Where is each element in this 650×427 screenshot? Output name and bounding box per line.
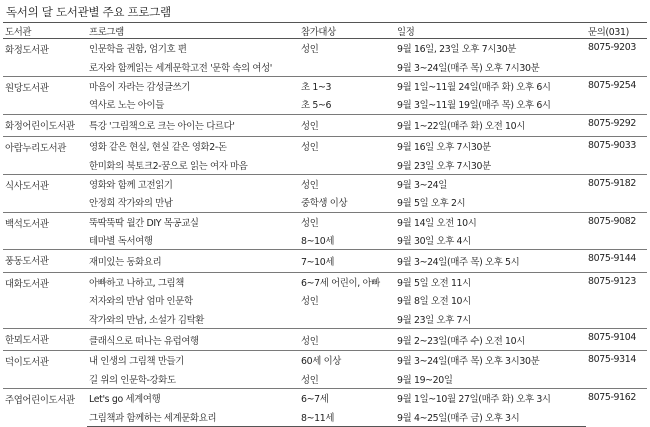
program-table <box>3 22 647 427</box>
table-row <box>3 272 647 291</box>
contact-phone: 8075-9292 <box>586 114 647 136</box>
program-name: 클래식으로 떠나는 유럽여행 <box>87 328 299 350</box>
library-name: 주엽어린이도서관 <box>3 389 87 427</box>
target-audience: 성인 <box>299 212 395 231</box>
target-audience: 8~10세 <box>301 236 335 248</box>
schedule: 9월 23일 오후 7시30분 <box>397 160 491 172</box>
contact-phone: 8075-9082 <box>586 212 647 250</box>
schedule: 9월 5일 오전 11시 <box>395 272 586 291</box>
schedule: 9월 1~22일(매주 화) 오전 10시 <box>395 114 586 136</box>
target-audience <box>299 155 395 174</box>
header-schedule: 일정 <box>395 23 586 39</box>
program-name: 한미화의 북토크2-꿈으로 읽는 여자 마음 <box>89 160 248 172</box>
schedule: 9월 3~24일(매주 목) 오후 5시 <box>395 250 586 272</box>
target-audience: 성인 <box>299 328 395 350</box>
table-row <box>3 328 647 350</box>
program-name: 로자와 함께읽는 세계문학고전 '문학 속의 여성' <box>89 62 273 74</box>
schedule: 9월 1일~11월 24일(매주 화) 오후 6시 <box>395 76 586 95</box>
table-body <box>3 39 647 427</box>
target-audience: 성인 <box>299 39 395 58</box>
table-row <box>3 57 647 76</box>
schedule: 9월 3일~11월 19일(매주 목) 오후 6시 <box>397 100 551 112</box>
schedule: 9월 4~25일(매주 금) 오후 3시 <box>395 407 586 426</box>
target-audience <box>299 57 395 76</box>
table-row <box>3 212 647 231</box>
target-audience: 성인 <box>301 296 319 308</box>
target-audience: 중학생 이상 <box>301 198 348 210</box>
target-audience: 7~10세 <box>299 250 395 272</box>
library-name: 한뫼도서관 <box>3 328 87 350</box>
schedule: 9월 3~24일(매주 목) 오후 7시30분 <box>397 62 540 74</box>
contact-phone: 8075-9182 <box>586 174 647 212</box>
schedule: 9월 3~24일(매주 목) 오후 3시30분 <box>395 351 586 370</box>
program-name: 역사로 노는 아이들 <box>89 100 164 112</box>
library-name: 백석도서관 <box>3 212 87 250</box>
table-row <box>3 193 647 212</box>
program-name: 영화 같은 현실, 현실 같은 영화2-돈 <box>87 136 299 155</box>
program-name: 안정희 작가와의 만남 <box>89 198 173 210</box>
table-row <box>3 114 647 136</box>
schedule: 9월 16일, 23일 오후 7시30분 <box>395 39 586 58</box>
library-name: 화정어린이도서관 <box>3 114 87 136</box>
table-row <box>3 407 647 426</box>
program-name: 그림책과 함께하는 세계문화요리 <box>87 407 299 426</box>
schedule: 9월 3~24일 <box>395 174 586 193</box>
library-name: 원당도서관 <box>3 76 87 114</box>
target-audience: 6~7세 <box>299 389 395 408</box>
program-name: 아빠하고 나하고, 그림책 <box>87 272 299 291</box>
table-header-row <box>3 23 647 39</box>
table-row <box>3 136 647 155</box>
program-name: 뚝딱뚝딱 월간 DIY 목공교실 <box>87 212 299 231</box>
target-audience: 성인 <box>299 136 395 155</box>
program-name: 재미있는 동화요리 <box>87 250 299 272</box>
header-target: 참가대상 <box>299 23 395 39</box>
library-name: 대화도서관 <box>3 272 87 328</box>
table-row <box>3 250 647 272</box>
target-audience: 성인 <box>299 114 395 136</box>
library-name: 식사도서관 <box>3 174 87 212</box>
library-name: 덕이도서관 <box>3 351 87 389</box>
target-audience: 성인 <box>301 374 319 386</box>
program-name: Let's go 세계여행 <box>87 389 299 408</box>
table-row <box>3 291 647 309</box>
contact-phone: 8075-9144 <box>586 250 647 272</box>
header-contact: 문의(031) <box>586 23 647 39</box>
schedule: 9월 2~23일(매주 수) 오전 10시 <box>395 328 586 350</box>
table-row <box>3 309 647 328</box>
program-name: 내 인생의 그림책 만들기 <box>87 351 299 370</box>
schedule: 9월 14일 오전 10시 <box>395 212 586 231</box>
table-row <box>3 370 647 389</box>
table-row <box>3 174 647 193</box>
header-program: 프로그램 <box>87 23 299 39</box>
schedule: 9월 23일 오후 7시 <box>397 314 471 326</box>
schedule: 9월 8일 오전 10시 <box>397 296 471 308</box>
contact-phone: 8075-9314 <box>586 351 647 389</box>
library-name: 아람누리도서관 <box>3 136 87 174</box>
table-row <box>3 155 647 174</box>
program-name: 작가와의 만남, 소설가 김탁환 <box>89 314 204 326</box>
target-audience: 초 1~3 <box>299 76 395 95</box>
table-row <box>3 76 647 95</box>
target-audience: 초 5~6 <box>301 100 332 112</box>
library-name: 풍동도서관 <box>3 250 87 272</box>
program-name: 길 위의 인문학-강화도 <box>89 374 176 386</box>
program-name: 인문학을 권함, 엄기호 편 <box>87 39 299 58</box>
schedule: 9월 1일~10월 27일(매주 화) 오후 3시 <box>395 389 586 408</box>
schedule: 9월 30일 오후 4시 <box>397 236 471 248</box>
target-audience: 8~11세 <box>299 407 395 426</box>
schedule: 9월 19~20일 <box>397 374 453 386</box>
table-row <box>3 351 647 370</box>
page-title: 독서의 달 도서관별 주요 프로그램 <box>6 5 171 19</box>
target-audience: 60세 이상 <box>299 351 395 370</box>
table-row <box>3 231 647 250</box>
contact-phone: 8075-9162 <box>586 389 647 427</box>
program-name: 마음이 자라는 감성글쓰기 <box>87 76 299 95</box>
table-row <box>3 39 647 58</box>
contact-phone: 8075-9033 <box>586 136 647 174</box>
contact-phone: 8075-9254 <box>586 76 647 114</box>
header-library: 도서관 <box>3 23 87 39</box>
contact-phone: 8075-9203 <box>586 39 647 77</box>
program-name: 저자와의 만남 엄마 인문학 <box>89 296 193 308</box>
table-row <box>3 95 647 114</box>
target-audience <box>299 309 395 328</box>
contact-phone: 8075-9104 <box>586 328 647 350</box>
program-name: 테마별 독서여행 <box>89 236 153 248</box>
schedule: 9월 5일 오후 2시 <box>397 198 466 210</box>
program-name: 특강 '그림책으로 크는 아이는 다르다' <box>87 114 299 136</box>
target-audience: 6~7세 어린이, 아빠 <box>299 272 395 291</box>
contact-phone: 8075-9123 <box>586 272 647 328</box>
library-name: 화정도서관 <box>3 39 87 77</box>
target-audience: 성인 <box>299 174 395 193</box>
schedule: 9월 16일 오후 7시30분 <box>395 136 586 155</box>
program-name: 영화와 함께 고전읽기 <box>87 174 299 193</box>
table-row <box>3 389 647 408</box>
